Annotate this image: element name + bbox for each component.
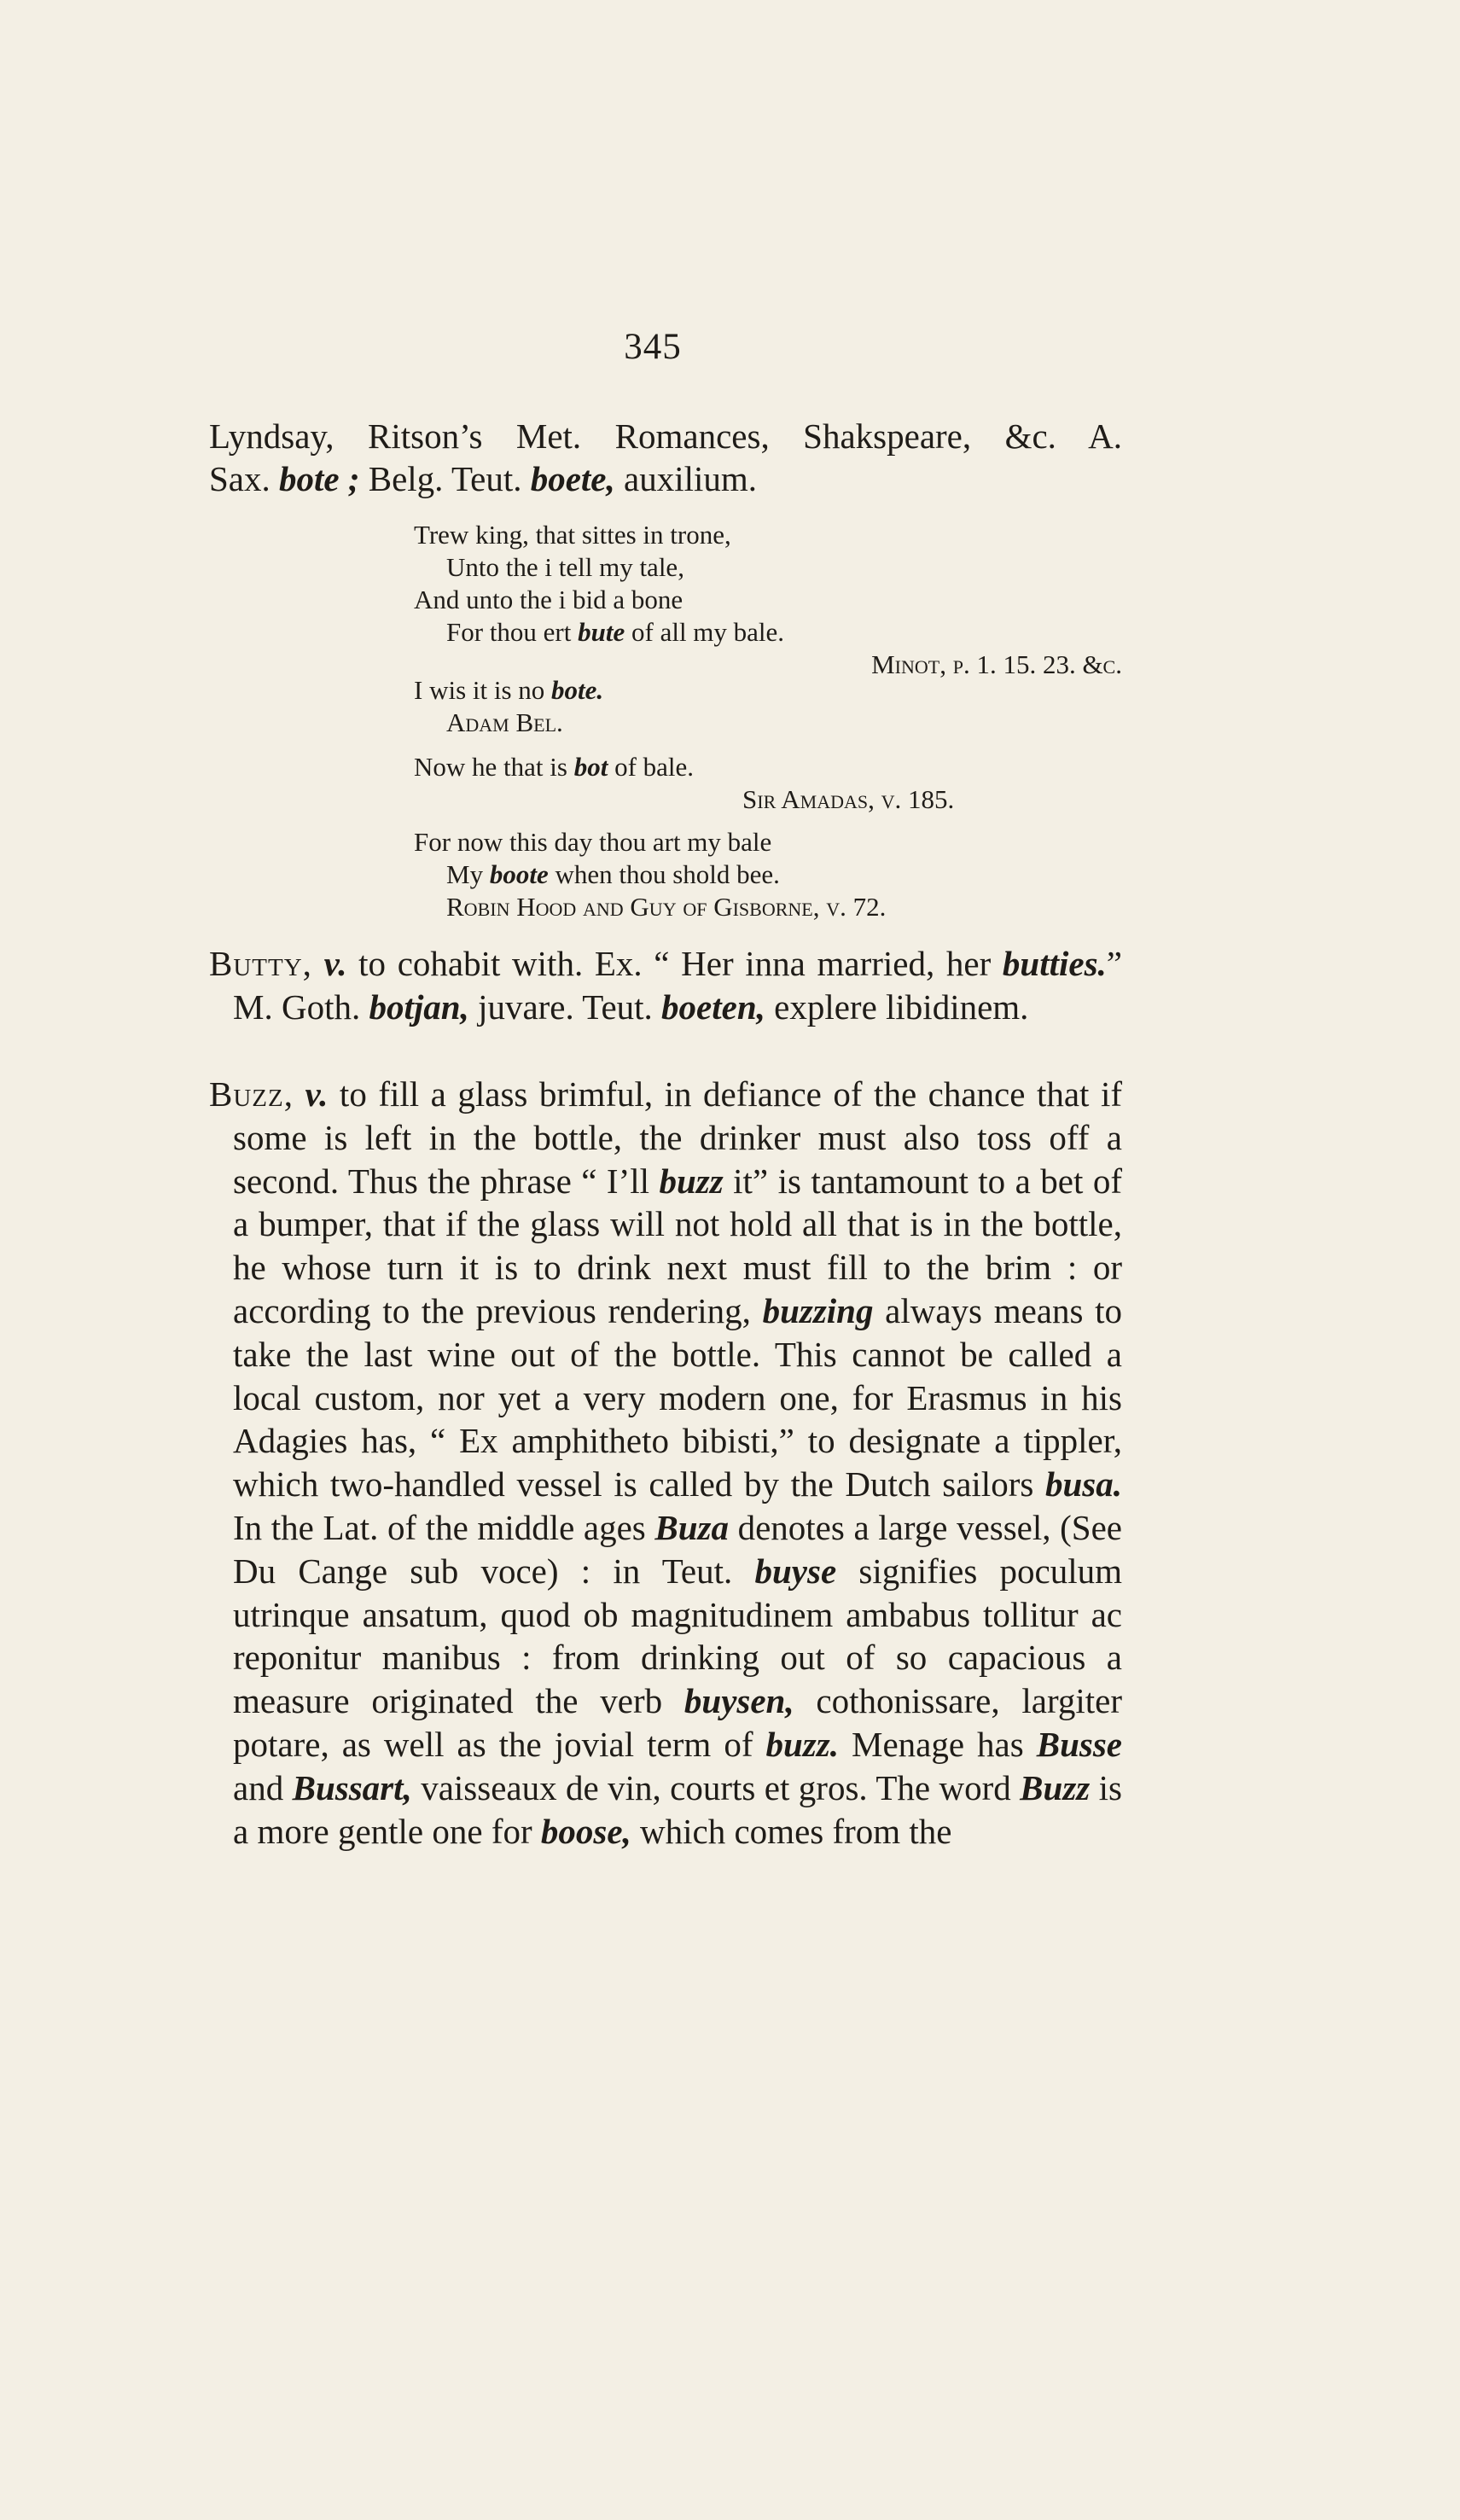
quote-line (414, 751, 1122, 783)
entry-italic-term: boose, (540, 1811, 631, 1851)
quote-line: Trew king, that sittes in trone, (414, 520, 731, 550)
entry-italic-term: buzzing (762, 1290, 874, 1330)
intro-paragraph (209, 415, 1122, 500)
quote-attribution: Robin Hood and Guy of Gisborne, v. 72. (446, 892, 887, 922)
entry-text: denotes a large vessel, (See Du Cange sub voce) : in Teut. (233, 1507, 1122, 1591)
entry-text: explere libidinem. (765, 986, 1029, 1027)
intro-line-2 (209, 457, 1122, 500)
entry-text: to cohabit with. Ex. “ Her inna married, her (346, 944, 1003, 983)
quote-sir-amadas (414, 751, 1122, 816)
quote-adam-bel (414, 674, 1122, 739)
quote-line: And unto the i bid a bone (414, 585, 683, 614)
page-number: 345 (624, 327, 682, 367)
entry-italic-term: busa. (1044, 1464, 1122, 1504)
entry-italic-term: botjan, (369, 986, 469, 1027)
intro-italic-term: boete, (530, 459, 615, 498)
quote-text: My (446, 859, 484, 889)
entry-text: In the Lat. of the middle ages (233, 1507, 655, 1547)
entry-text: vaisseaux de vin, courts et gros. The word (411, 1767, 1021, 1807)
entry-text: is a more gentle one for (233, 1767, 1122, 1851)
quote-italic-term: bote. (551, 675, 604, 705)
intro-line-1: Lyndsay, Ritson’s Met. Romances, Shakspeare, &c. A. (209, 416, 1122, 456)
quote-text: I wis it is no (414, 675, 545, 705)
quote-line (414, 674, 1122, 707)
quote-line (414, 616, 1122, 649)
entry-italic-term: Buza (654, 1507, 729, 1547)
part-of-speech: v. (323, 944, 347, 983)
entry-text: Menage has (838, 1724, 1037, 1764)
quote-attribution: Sir Amadas, v. 185. (742, 784, 955, 814)
quote-line (414, 858, 1122, 891)
entry-italic-term: butties. (1002, 944, 1107, 983)
entry-text: and (233, 1767, 293, 1807)
entry-text: ” M. Goth. (233, 944, 1122, 1027)
quote-robin-hood (414, 826, 1122, 923)
quote-text: of bale. (614, 752, 695, 782)
quote-italic-term: bot (573, 752, 608, 782)
quote-text: Now he that is (414, 752, 567, 782)
quote-line: For now this day thou art my bale (414, 827, 772, 857)
entry-text: to fill a glass brimful, in defiance of the chance that if some is left in the bottle, the drinker must also toss off a second. Thus the phrase “ I’ll (233, 1074, 1122, 1201)
entry-text: always means to take the last wine out of the bottle. This cannot be called a local custom, nor yet a very modern one, for Erasmus in his Adagies has, “ Ex amphitheto bibisti,” to designate a tippler, which two-handled vessel is called by the Dutch sailors (233, 1290, 1123, 1504)
entry-italic-term: Buzz (1020, 1767, 1091, 1807)
dictionary-entry-butty (209, 942, 1122, 1029)
entry-italic-term: Busse (1036, 1724, 1122, 1764)
entry-italic-term: boeten, (661, 986, 765, 1027)
entry-text: which comes from the (631, 1811, 952, 1851)
quote-attribution: Adam Bel. (446, 707, 563, 737)
quote-italic-term: boote (489, 859, 549, 889)
quote-italic-term: bute (578, 617, 625, 647)
intro-italic-term: bote ; (279, 459, 360, 498)
intro-text: Sax. (209, 459, 270, 498)
dictionary-entry-buzz (209, 1073, 1122, 1853)
entry-italic-term: Bussart, (292, 1767, 412, 1807)
quote-text: For thou ert (446, 617, 572, 647)
entry-italic-term: buyse (754, 1551, 837, 1591)
entry-italic-term: buysen, (683, 1681, 794, 1721)
quote-text: of all my bale. (631, 617, 785, 647)
intro-text: auxilium. (624, 459, 758, 498)
entry-text: it” is tantamount to a bet of a bumper, that if the glass will not hold all that is in the bottle, he whose turn it is to drink next must fill to the brim : or according to the previous rendering, (233, 1161, 1122, 1330)
part-of-speech: v. (305, 1074, 329, 1114)
quote-attribution: Minot, p. 1. 15. 23. &c. (871, 649, 1122, 679)
headword: Butty, (209, 944, 312, 983)
entry-text: cothonissare, largiter potare, as well as the jovial term of (233, 1681, 1122, 1764)
entry-italic-term: buzz. (765, 1724, 839, 1764)
quote-line: Unto the i tell my tale, (446, 552, 684, 582)
quote-text: when thou shold bee. (555, 859, 780, 889)
entry-text: signifies poculum utrinque ansatum, quod ob magnitudinem ambabus tollitur ac reponitur manibus : from drinking out of so capacious a measure originated the verb (233, 1551, 1123, 1721)
headword: Buzz, (209, 1074, 294, 1114)
quote-minot (414, 519, 1122, 681)
entry-italic-term: buzz (659, 1161, 724, 1201)
intro-text: Belg. Teut. (368, 459, 522, 498)
entry-text: juvare. Teut. (468, 986, 662, 1027)
